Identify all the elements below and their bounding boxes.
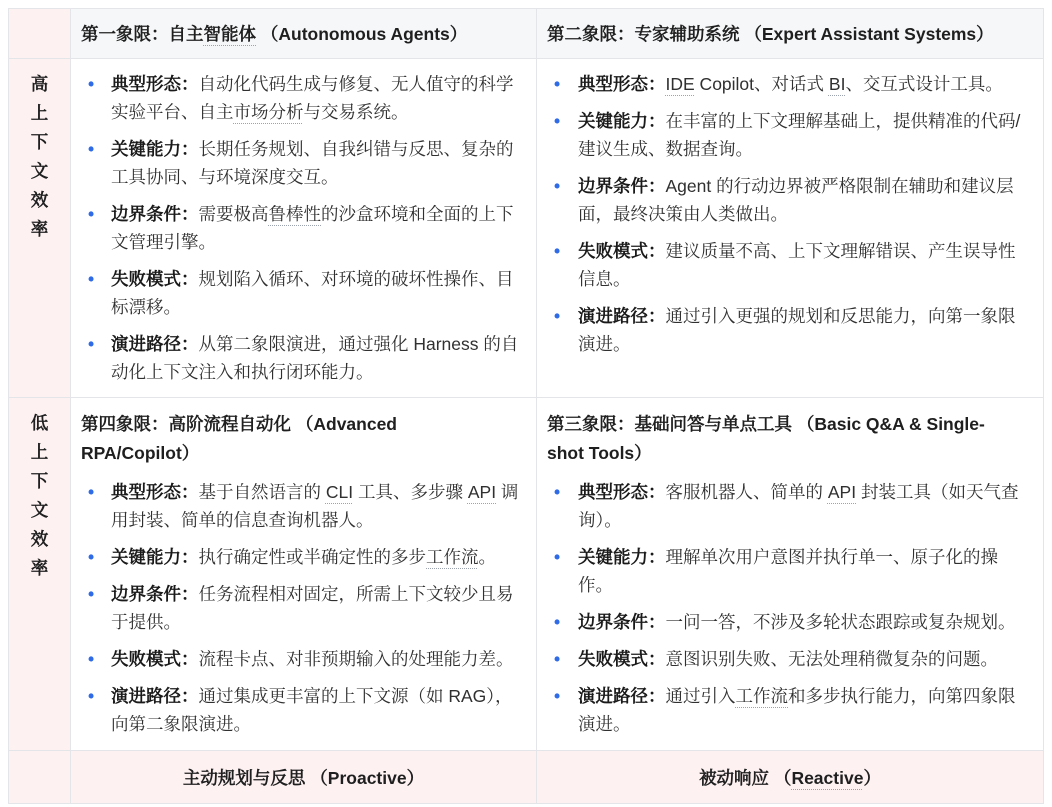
glossary-term[interactable]: 鲁棒性	[268, 204, 321, 224]
column-header-quadrant-1	[71, 9, 537, 59]
text-segment: 调用封装、简单的信息查询机器人。	[111, 482, 519, 530]
text-segment: ）	[863, 767, 881, 788]
quadrant-item	[81, 682, 524, 738]
item-key-label: 典型形态：	[111, 74, 199, 94]
quadrant-item	[81, 478, 524, 534]
item-key-label: 关键能力：	[111, 139, 199, 159]
text-segment: 第一象限：自主	[81, 24, 204, 44]
text-segment: Agent 的行动边界被严格限制在辅助和建议层面，最终决策由人类做出。	[578, 176, 1014, 224]
text-segment: 意图识别失败、无法处理稍微复杂的问题。	[665, 649, 998, 669]
text-segment: 的沙盒环境和全面的上下文管理引擎。	[111, 204, 514, 252]
quadrant-2-cell	[537, 59, 1044, 398]
item-key-label: 典型形态：	[578, 74, 666, 94]
quadrant-item	[81, 645, 524, 673]
item-key-label: 边界条件：	[111, 204, 199, 224]
item-body	[666, 612, 1016, 632]
quadrant-item	[547, 237, 1026, 293]
quadrant-3-cell	[537, 398, 1044, 751]
quadrant-item	[547, 543, 1026, 599]
text-segment: 建议质量不高、上下文理解错误、产生误导性信息。	[578, 241, 1016, 289]
item-key-label: 失败模式：	[111, 649, 199, 669]
text-segment: 封装工具（如天气查询）。	[578, 482, 1019, 530]
quadrant-item	[81, 70, 524, 126]
item-key-label: 典型形态：	[111, 482, 199, 502]
text-segment: 一问一答，不涉及多轮状态跟踪或复杂规划。	[665, 612, 1016, 632]
text-segment: 第四象限：高阶流程自动化 （Advanced RPA/Copilot）	[81, 414, 397, 463]
item-key-label: 关键能力：	[578, 547, 666, 567]
quadrant-item-list	[81, 478, 524, 738]
row-label-high-context	[9, 59, 71, 398]
column-header-quadrant-2	[537, 9, 1044, 59]
item-key-label: 演进路径：	[578, 686, 666, 706]
quadrant-item	[547, 478, 1026, 534]
quadrant-item	[81, 580, 524, 636]
text-segment: 执行确定性或半确定性的多步	[198, 547, 426, 567]
text-segment: 工具、多步骤	[353, 482, 468, 502]
quadrant-heading	[81, 410, 431, 468]
text-segment: 长期任务规划、自我纠错与反思、复杂的工具协同、与环境深度交互。	[111, 139, 514, 187]
column-footer-title	[699, 765, 881, 790]
glossary-term[interactable]: API	[827, 482, 857, 502]
glossary-term[interactable]: Reactive	[791, 767, 864, 788]
row-label-text: 高上下文效率	[30, 74, 49, 239]
row-label-text: 低上下文效率	[30, 413, 49, 578]
glossary-term[interactable]: IDE	[665, 74, 695, 94]
quadrant-heading	[547, 410, 1007, 468]
quadrant-item	[547, 70, 1026, 98]
item-key-label: 边界条件：	[111, 584, 199, 604]
quadrant-item	[547, 682, 1026, 738]
item-key-label: 演进路径：	[578, 306, 666, 326]
quadrant-item	[81, 543, 524, 571]
footer-corner-cell	[9, 751, 71, 804]
quadrant-item	[547, 172, 1026, 228]
text-segment: 被动响应 （	[699, 767, 792, 788]
text-segment: 第三象限：基础问答与单点工具 （Basic Q&A & Single-shot Tools）	[547, 414, 985, 463]
quadrant-item-list	[81, 70, 524, 386]
header-corner-cell	[9, 9, 71, 59]
text-segment: 从第二象限演进，通过强化 Harness 的自动化上下文注入和执行闭环能力。	[111, 334, 519, 382]
quadrant-item	[547, 645, 1026, 673]
text-segment: 流程卡点、对非预期输入的处理能力差。	[198, 649, 514, 669]
quadrant-item	[81, 265, 524, 321]
text-segment: 任务流程相对固定，所需上下文较少且易于提供。	[111, 584, 514, 632]
text-segment: 主动规划与反思 （Proactive）	[182, 767, 425, 788]
item-key-label: 演进路径：	[111, 686, 199, 706]
text-segment: 通过集成更丰富的上下文源（如 RAG），向第二象限演进。	[111, 686, 513, 734]
glossary-term[interactable]: CLI	[325, 482, 354, 502]
item-key-label: 边界条件：	[578, 612, 666, 632]
text-segment: 通过引入更强的规划和反思能力，向第一象限演进。	[578, 306, 1016, 354]
text-segment: 理解单次用户意图并执行单一、原子化的操作。	[578, 547, 998, 595]
column-footer-title	[183, 765, 424, 790]
item-key-label: 失败模式：	[578, 241, 666, 261]
glossary-term[interactable]: API	[467, 482, 497, 502]
quadrant-item-list	[547, 70, 1026, 358]
text-segment: 客服机器人、简单的	[665, 482, 828, 502]
text-segment: （Autonomous Agents）	[256, 24, 468, 44]
text-segment: 在丰富的上下文理解基础上，提供精准的代码/建议生成、数据查询。	[578, 111, 1021, 159]
quadrant-item	[81, 200, 524, 256]
quadrant-item-list	[547, 478, 1026, 738]
item-key-label: 典型形态：	[578, 482, 666, 502]
text-segment: Copilot、对话式	[694, 74, 829, 94]
glossary-term[interactable]: BI	[828, 74, 846, 94]
quadrant-item	[81, 135, 524, 191]
column-header-title	[81, 21, 467, 46]
quadrant-item	[547, 608, 1026, 636]
item-body	[199, 547, 497, 567]
item-body	[199, 649, 514, 669]
column-header-title	[547, 21, 994, 46]
quadrant-item	[81, 330, 524, 386]
text-segment: 需要极高	[198, 204, 269, 224]
row-label-low-context	[9, 398, 71, 751]
quadrant-4-cell	[71, 398, 537, 751]
item-body	[666, 74, 1003, 94]
item-key-label: 关键能力：	[111, 547, 199, 567]
quadrant-1-cell	[71, 59, 537, 398]
item-body	[666, 649, 999, 669]
glossary-term[interactable]: 工作流	[735, 686, 788, 706]
item-key-label: 关键能力：	[578, 111, 666, 131]
column-footer-reactive	[537, 751, 1044, 804]
text-segment: 、交互式设计工具。	[845, 74, 1003, 94]
item-key-label: 边界条件：	[578, 176, 666, 196]
text-segment: 第二象限：专家辅助系统 （Expert Assistant Systems）	[547, 24, 994, 44]
glossary-term[interactable]: 智能体	[203, 24, 256, 44]
column-footer-proactive	[71, 751, 537, 804]
item-key-label: 失败模式：	[578, 649, 666, 669]
glossary-term[interactable]: 工作流	[426, 547, 479, 567]
quadrant-item	[547, 302, 1026, 358]
item-key-label: 演进路径：	[111, 334, 199, 354]
text-segment: 与交易系统。	[303, 102, 409, 122]
text-segment: 和多步执行能力，向第四象限演进。	[578, 686, 1016, 734]
text-segment: 通过引入	[665, 686, 736, 706]
text-segment: 自动化代码生成与修复、无人值守的科学实验平台、自主	[111, 74, 514, 122]
glossary-term[interactable]: 市场分析	[233, 102, 304, 122]
text-segment: 规划陷入循环、对环境的破坏性操作、目标漂移。	[111, 269, 514, 317]
item-key-label: 失败模式：	[111, 269, 199, 289]
quadrant-table	[8, 8, 1044, 804]
text-segment: 基于自然语言的	[198, 482, 326, 502]
text-segment: 。	[478, 547, 496, 567]
quadrant-item	[547, 107, 1026, 163]
